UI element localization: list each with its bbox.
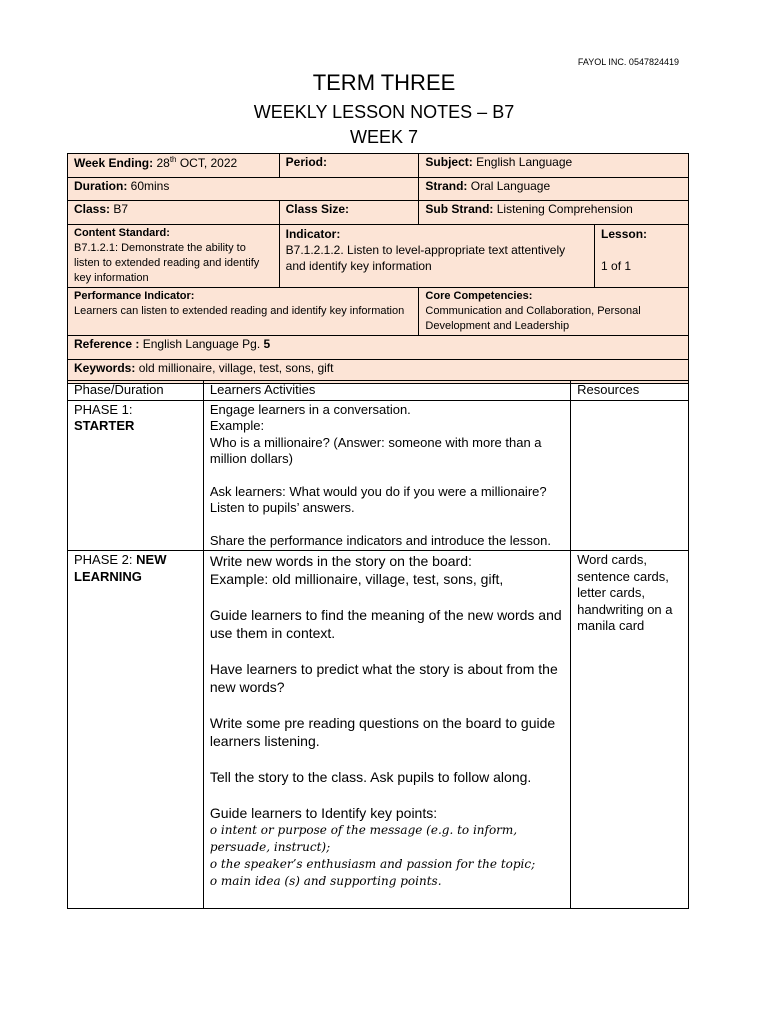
phase2-activities: [203, 551, 570, 909]
p1-line: Engage learners in a conversation.: [209, 401, 411, 417]
p2-line: Guide learners to Identify key points:: [209, 805, 438, 821]
class-cell: [68, 201, 280, 225]
content-standard-cell: [68, 225, 280, 288]
duration-label: Duration:: [74, 179, 128, 193]
phase2-resources: Word cards, sentence cards, letter cards, handwriting on a manila card: [571, 551, 689, 909]
lesson-label: Lesson:: [601, 227, 648, 241]
content-standard-label: Content Standard:: [74, 227, 170, 239]
strand-label: Strand:: [425, 179, 468, 193]
duration-cell: [68, 178, 419, 201]
subject-cell: [419, 154, 689, 178]
p1-line: Who is a millionaire? (Answer: someone with more than a million dollars): [209, 434, 542, 466]
subject-label: Subject:: [425, 155, 473, 169]
duration-value: 60mins: [130, 179, 170, 193]
class-size-label: Class Size:: [285, 202, 350, 216]
performance-indicator-cell: [68, 288, 419, 336]
subject-value: English Language: [476, 155, 573, 169]
p2-line: Guide learners to find the meaning of the new words and use them in context.: [209, 607, 562, 641]
p2-bullet: o intent or purpose of the message (e.g. to inform, persuade, instruct);: [209, 823, 518, 854]
class-value: B7: [113, 202, 129, 216]
document-title: TERM THREE: [312, 70, 456, 95]
class-size-cell: [279, 201, 419, 225]
sub-strand-value: Listening Comprehension: [496, 202, 633, 216]
indicator-cell: [279, 225, 594, 288]
p2-line: Have learners to predict what the story is about from the new words?: [209, 661, 558, 695]
spacer-row: [67, 365, 689, 381]
col-phase-header: Phase/Duration: [68, 381, 204, 401]
class-label: Class:: [74, 202, 111, 216]
lesson-cell: [595, 225, 689, 288]
phase2-name-b: LEARNING: [74, 568, 142, 584]
reference-cell: [68, 336, 689, 360]
phase1-name: STARTER: [74, 418, 135, 433]
week-ending-rest: OCT, 2022: [176, 156, 238, 170]
performance-indicator-value: Learners can listen to extended reading and identify key information: [74, 305, 405, 317]
strand-cell: [419, 178, 689, 201]
reference-page: 5: [263, 337, 271, 351]
indicator-label: Indicator:: [285, 227, 341, 241]
p2-line: Write new words in the story on the board:: [209, 553, 472, 569]
core-competencies-value: Communication and Collaboration, Personal Development and Leadership: [425, 305, 641, 332]
reference-value: English Language Pg.: [142, 337, 261, 351]
col-resources-header: Resources: [571, 381, 689, 401]
col-activities-header: Learners Activities: [203, 381, 570, 401]
period-cell: [279, 154, 419, 178]
performance-indicator-label: Performance Indicator:: [74, 290, 195, 302]
content-standard-value: B7.1.2.1: Demonstrate the ability to listen to extended reading and identify key information: [74, 242, 260, 284]
week-ending-cell: [68, 154, 280, 178]
phase1-label: PHASE 1:: [74, 401, 133, 417]
p2-line: Tell the story to the class. Ask pupils to follow along.: [209, 769, 532, 785]
week-ending-label: Week Ending:: [74, 156, 154, 170]
p2-bullet: o the speaker’s enthusiasm and passion for the topic;: [209, 857, 536, 871]
sub-strand-label: Sub Strand:: [425, 202, 494, 216]
week-label: WEEK 7: [349, 127, 419, 147]
strand-value: Oral Language: [470, 179, 551, 193]
lesson-meta-table: [67, 153, 689, 384]
phase1-cell: [68, 400, 204, 551]
core-competencies-cell: [419, 288, 689, 336]
phase1-resources: [571, 400, 689, 551]
phase1-activities: [203, 400, 570, 551]
p2-line: Write some pre reading questions on the board to guide learners listening.: [209, 715, 556, 749]
period-label: Period:: [285, 155, 327, 169]
p2-line: Example: old millionaire, village, test, sons, gift,: [209, 571, 504, 587]
p1-line: Share the performance indicators and introduce the lesson.: [209, 532, 551, 548]
core-competencies-label: Core Competencies:: [425, 290, 533, 302]
lesson-value: 1 of 1: [601, 259, 632, 273]
p1-line: Ask learners: What would you do if you were a millionaire? Listen to pupils’ answers.: [209, 483, 547, 515]
keywords-value: old millionaire, village, test, sons, gift: [138, 361, 334, 375]
reference-label: Reference :: [74, 337, 140, 351]
org-contact: FAYOL INC. 0547824419: [577, 57, 679, 67]
indicator-value: B7.1.2.1.2. Listen to level-appropriate text attentively and identify key information: [285, 243, 566, 273]
phase2-label: PHASE 2:: [74, 552, 133, 567]
sub-strand-cell: [419, 201, 689, 225]
week-ending-sup: th: [169, 155, 177, 164]
phase2-cell: [68, 551, 204, 909]
p1-line: Example:: [209, 418, 265, 433]
week-ending-day: 28: [156, 156, 170, 170]
p2-bullet: o main idea (s) and supporting points.: [209, 874, 442, 888]
keywords-label: Keywords:: [74, 361, 136, 375]
phase2-name-a: NEW: [136, 552, 167, 567]
lesson-plan-table: [67, 380, 689, 909]
document-subtitle: WEEKLY LESSON NOTES – B7: [253, 102, 515, 122]
